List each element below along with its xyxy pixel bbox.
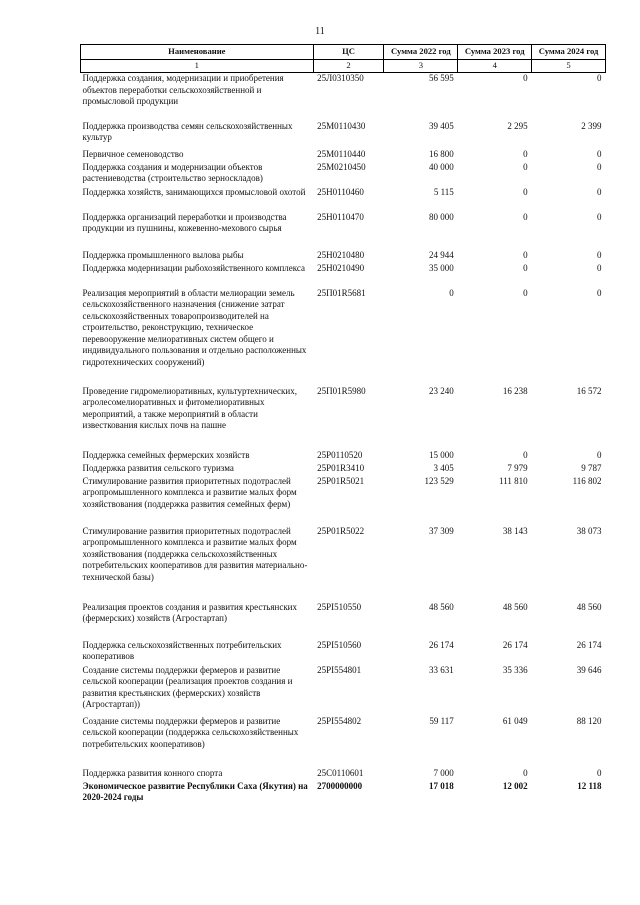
row-sum-2023: 35 336 <box>502 664 528 675</box>
row-sum-2023: 7 979 <box>507 462 528 473</box>
row-cs: 2700000000 <box>317 780 363 791</box>
row-sum-2022: 15 000 <box>429 449 454 460</box>
table-row <box>81 602 606 640</box>
table-row <box>81 187 606 212</box>
row-sum-2022: 17 018 <box>429 780 454 791</box>
table-row <box>81 386 606 450</box>
index-1: 1 <box>81 60 314 73</box>
row-name: Поддержка модернизации рыбохозяйственного комплекса <box>82 262 306 273</box>
index-4: 4 <box>458 60 532 73</box>
row-cs: 25Н0110470 <box>317 211 364 222</box>
table-row <box>81 450 606 463</box>
table-header <box>81 45 606 73</box>
row-name: Реализация мероприятий в области мелиорации земель сельскохозяйственного назначения (снижение затрат сельскохозяйственных товаропроизводителей на строительство, реконструкцию, техническое перевооружение мелиоративных систем общего и индивидуального пользования и отдельно расположенных гидротехнических сооружений) <box>82 287 307 368</box>
row-sum-2024: 0 <box>597 148 602 159</box>
row-sum-2023: 0 <box>523 211 528 222</box>
header-cs: ЦС <box>313 45 384 60</box>
row-cs: 25Р0110520 <box>317 449 363 460</box>
row-sum-2024: 88 120 <box>576 715 602 726</box>
row-sum-2024: 9 787 <box>581 462 602 473</box>
row-sum-2023: 61 049 <box>502 715 528 726</box>
row-sum-2024: 0 <box>597 262 602 273</box>
row-sum-2023: 0 <box>523 449 528 460</box>
table-body <box>81 73 606 807</box>
row-name: Поддержка организаций переработки и производства продукции из пушнины, кожевенно-мехового сырья <box>82 211 287 234</box>
row-sum-2024: 48 560 <box>576 601 602 612</box>
row-sum-2022: 37 309 <box>429 525 454 536</box>
table-row <box>81 716 606 768</box>
row-sum-2024: 26 174 <box>576 639 602 650</box>
row-cs: 25Р01R5022 <box>317 525 365 536</box>
row-name: Стимулирование развития приоритетных подотраслей агропромышленного комплекса и развитие малых форм хозяйствования (поддержка развития семейных ферм) <box>82 475 297 509</box>
table-row <box>81 263 606 288</box>
row-sum-2023: 111 810 <box>499 475 528 486</box>
table-row <box>81 212 606 250</box>
table-row <box>81 288 606 386</box>
row-sum-2024: 0 <box>597 186 602 197</box>
row-sum-2022: 35 000 <box>429 262 454 273</box>
row-cs: 25Н0210480 <box>317 249 365 260</box>
table-row <box>81 476 606 526</box>
row-name: Поддержка создания, модернизации и приобретения объектов переработки сельскохозяйственной и промысловой продукции <box>82 73 284 107</box>
header-2022: Сумма 2022 год <box>384 45 458 60</box>
table-row <box>81 73 606 121</box>
row-sum-2022: 39 405 <box>429 120 454 131</box>
row-cs: 25PI510550 <box>317 601 362 612</box>
row-cs: 25М0210450 <box>317 161 366 172</box>
row-cs: 25С0110601 <box>317 767 364 778</box>
table-row <box>81 162 606 187</box>
row-sum-2023: 26 174 <box>502 639 528 650</box>
row-sum-2024: 38 073 <box>576 525 602 536</box>
row-name: Экономическое развитие Республики Саха (Якутия) на 2020-2024 годы <box>82 780 308 803</box>
row-cs: 25Н0210490 <box>317 262 365 273</box>
row-sum-2024: 0 <box>597 767 602 778</box>
row-cs: 25Р01R5021 <box>317 475 365 486</box>
row-name: Поддержка хозяйств, занимающихся промысловой охотой <box>82 186 306 197</box>
table-row <box>81 526 606 602</box>
header-2023: Сумма 2023 год <box>458 45 532 60</box>
row-sum-2022: 24 944 <box>429 249 454 260</box>
table-row <box>81 463 606 476</box>
row-sum-2022: 33 631 <box>429 664 454 675</box>
table-row <box>81 121 606 149</box>
row-sum-2024: 0 <box>597 211 602 222</box>
row-sum-2022: 123 529 <box>424 475 454 486</box>
row-sum-2022: 7 000 <box>433 767 454 778</box>
row-sum-2024: 0 <box>597 287 602 298</box>
row-sum-2022: 23 240 <box>429 385 454 396</box>
row-name: Поддержка создания и модернизации объектов растениеводства (строительство зерноскладов) <box>82 161 263 184</box>
row-sum-2022: 5 115 <box>433 186 454 197</box>
page-number: 11 <box>315 26 325 37</box>
row-sum-2022: 56 595 <box>429 73 454 83</box>
row-sum-2023: 0 <box>523 73 528 83</box>
row-cs: 25П01R5681 <box>317 287 366 298</box>
row-sum-2023: 38 143 <box>502 525 528 536</box>
row-sum-2022: 26 174 <box>429 639 454 650</box>
row-sum-2024: 0 <box>597 73 602 83</box>
row-sum-2022: 40 000 <box>429 161 454 172</box>
row-sum-2024: 39 646 <box>576 664 602 675</box>
row-cs: 25М0110430 <box>317 120 366 131</box>
row-sum-2023: 0 <box>523 287 528 298</box>
row-sum-2023: 0 <box>523 249 528 260</box>
table-row <box>81 768 606 781</box>
table-row <box>81 250 606 263</box>
row-sum-2023: 0 <box>523 161 528 172</box>
row-name: Поддержка сельскохозяйственных потребительских кооперативов <box>82 639 282 662</box>
row-name: Поддержка развития сельского туризма <box>82 462 234 473</box>
row-name: Создание системы поддержки фермеров и развитие сельской кооперации (поддержка сельскохозяйственных потребительских кооперативов) <box>82 715 299 749</box>
row-name: Поддержка семейных фермерских хозяйств <box>82 449 250 460</box>
row-sum-2024: 116 802 <box>572 475 602 486</box>
table-row <box>81 640 606 665</box>
table-row <box>81 781 606 807</box>
row-sum-2022: 59 117 <box>429 715 454 726</box>
row-sum-2023: 0 <box>523 148 528 159</box>
header-name: Наименование <box>81 45 314 60</box>
row-sum-2023: 48 560 <box>502 601 528 612</box>
row-sum-2023: 16 238 <box>502 385 528 396</box>
row-sum-2022: 80 000 <box>429 211 454 222</box>
index-2: 2 <box>313 60 384 73</box>
row-name: Поддержка производства семян сельскохозяйственных культур <box>82 120 293 143</box>
budget-table <box>80 44 606 807</box>
row-sum-2023: 12 002 <box>502 780 528 791</box>
row-sum-2022: 3 405 <box>433 462 454 473</box>
row-cs: 25PI510560 <box>317 639 362 650</box>
row-sum-2024: 0 <box>597 249 602 260</box>
row-sum-2024: 2 399 <box>581 120 602 131</box>
row-sum-2023: 0 <box>523 767 528 778</box>
row-sum-2023: 0 <box>523 262 528 273</box>
table-row <box>81 665 606 716</box>
row-cs: 25Л0310350 <box>317 73 364 83</box>
row-name: Первичное семеноводство <box>82 148 184 159</box>
row-sum-2024: 0 <box>597 161 602 172</box>
row-name: Поддержка развития конного спорта <box>82 767 223 778</box>
row-sum-2023: 2 295 <box>507 120 528 131</box>
row-sum-2022: 48 560 <box>429 601 454 612</box>
row-cs: 25П01R5980 <box>317 385 366 396</box>
row-name: Стимулирование развития приоритетных подотраслей агропромышленного комплекса и развитие малых форм хозяйствования (поддержка сельскохозяйственных потребительских кооперативов для развития материально-технической базы) <box>82 525 308 582</box>
row-name: Поддержка промышленного вылова рыбы <box>82 249 244 260</box>
row-cs: 25Р01R3410 <box>317 462 365 473</box>
index-3: 3 <box>384 60 458 73</box>
index-5: 5 <box>532 60 606 73</box>
row-cs: 25PI554802 <box>317 715 362 726</box>
row-sum-2024: 12 118 <box>577 780 602 791</box>
table-row <box>81 149 606 162</box>
row-sum-2022: 0 <box>449 287 454 298</box>
header-2024: Сумма 2024 год <box>532 45 606 60</box>
row-sum-2024: 0 <box>597 449 602 460</box>
row-name: Создание системы поддержки фермеров и развитие сельской кооперации (реализация проектов создания и развития крестьянских (фермерских) хозяйств (Агростартап)) <box>82 664 293 710</box>
row-sum-2023: 0 <box>523 186 528 197</box>
row-name: Реализация проектов создания и развития крестьянских (фермерских) хозяйств (Агростартап) <box>82 601 298 624</box>
row-sum-2024: 16 572 <box>576 385 602 396</box>
row-sum-2022: 16 800 <box>429 148 454 159</box>
row-cs: 25М0110440 <box>317 148 366 159</box>
row-cs: 25Н0110460 <box>317 186 364 197</box>
row-cs: 25PI554801 <box>317 664 362 675</box>
row-name: Проведение гидромелиоративных, культуртехнических, агролесомелиоративных и фитомелиоративных мероприятий, а также мероприятий в области известкования кислых почв на пашне <box>82 385 297 431</box>
